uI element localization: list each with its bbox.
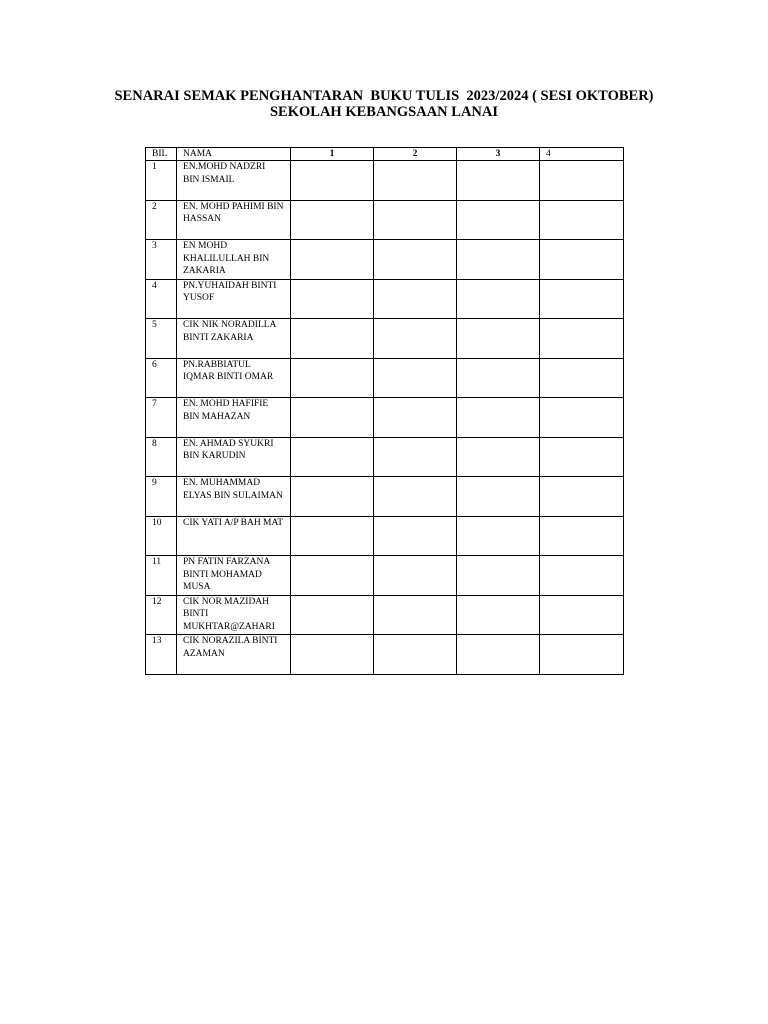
header-col-4: 4 <box>540 148 624 161</box>
header-col-1: 1 <box>291 148 374 161</box>
row-bil: 1 <box>146 161 177 201</box>
row-bil: 9 <box>146 477 177 517</box>
table-row <box>146 437 624 477</box>
check-cell-3[interactable] <box>457 635 540 675</box>
check-cell-2[interactable] <box>374 437 457 477</box>
check-cell-4[interactable] <box>540 398 624 438</box>
check-cell-1[interactable] <box>291 437 374 477</box>
header-col-2: 2 <box>374 148 457 161</box>
table-row <box>146 398 624 438</box>
row-nama: PN FATIN FARZANA BINTI MOHAMAD MUSA <box>177 556 291 596</box>
document-title <box>0 88 768 120</box>
table-row <box>146 635 624 675</box>
row-bil: 3 <box>146 240 177 280</box>
check-cell-2[interactable] <box>374 635 457 675</box>
row-bil: 13 <box>146 635 177 675</box>
check-cell-3[interactable] <box>457 398 540 438</box>
row-nama: EN MOHD KHALILULLAH BIN ZAKARIA <box>177 240 291 280</box>
table-row <box>146 240 624 280</box>
check-cell-1[interactable] <box>291 477 374 517</box>
check-cell-4[interactable] <box>540 635 624 675</box>
row-bil: 7 <box>146 398 177 438</box>
table-row <box>146 200 624 240</box>
check-cell-2[interactable] <box>374 398 457 438</box>
row-nama: EN. MUHAMMAD ELYAS BIN SULAIMAN <box>177 477 291 517</box>
checklist-table <box>145 147 624 675</box>
row-bil: 2 <box>146 200 177 240</box>
check-cell-3[interactable] <box>457 437 540 477</box>
check-cell-2[interactable] <box>374 358 457 398</box>
table-row <box>146 595 624 635</box>
row-bil: 11 <box>146 556 177 596</box>
check-cell-4[interactable] <box>540 595 624 635</box>
check-cell-2[interactable] <box>374 556 457 596</box>
table-row <box>146 358 624 398</box>
check-cell-2[interactable] <box>374 279 457 319</box>
row-nama: PN.RABBIATUL IQMAR BINTI OMAR <box>177 358 291 398</box>
check-cell-2[interactable] <box>374 319 457 359</box>
row-bil: 8 <box>146 437 177 477</box>
check-cell-3[interactable] <box>457 200 540 240</box>
row-bil: 10 <box>146 516 177 556</box>
check-cell-2[interactable] <box>374 161 457 201</box>
check-cell-3[interactable] <box>457 279 540 319</box>
check-cell-4[interactable] <box>540 437 624 477</box>
check-cell-3[interactable] <box>457 358 540 398</box>
table-row <box>146 279 624 319</box>
table-row <box>146 477 624 517</box>
check-cell-3[interactable] <box>457 556 540 596</box>
check-cell-3[interactable] <box>457 477 540 517</box>
check-cell-1[interactable] <box>291 240 374 280</box>
check-cell-2[interactable] <box>374 595 457 635</box>
row-bil: 5 <box>146 319 177 359</box>
check-cell-1[interactable] <box>291 200 374 240</box>
row-nama: EN. MOHD PAHIMI BIN HASSAN <box>177 200 291 240</box>
check-cell-1[interactable] <box>291 635 374 675</box>
check-cell-1[interactable] <box>291 319 374 359</box>
check-cell-2[interactable] <box>374 516 457 556</box>
check-cell-4[interactable] <box>540 200 624 240</box>
table-row <box>146 161 624 201</box>
check-cell-4[interactable] <box>540 358 624 398</box>
row-nama: CIK NOR MAZIDAH BINTI MUKHTAR@ZAHARI <box>177 595 291 635</box>
check-cell-3[interactable] <box>457 516 540 556</box>
title-line-1: SENARAI SEMAK PENGHANTARAN BUKU TULIS 2023/2024 ( SESI OKTOBER) <box>114 88 654 104</box>
check-cell-3[interactable] <box>457 240 540 280</box>
check-cell-4[interactable] <box>540 240 624 280</box>
check-cell-4[interactable] <box>540 319 624 359</box>
title-line-2: SEKOLAH KEBANGSAAN LANAI <box>269 104 498 120</box>
check-cell-1[interactable] <box>291 161 374 201</box>
check-cell-4[interactable] <box>540 556 624 596</box>
check-cell-1[interactable] <box>291 595 374 635</box>
check-cell-1[interactable] <box>291 279 374 319</box>
check-cell-2[interactable] <box>374 240 457 280</box>
check-cell-1[interactable] <box>291 398 374 438</box>
check-cell-4[interactable] <box>540 161 624 201</box>
check-cell-2[interactable] <box>374 477 457 517</box>
check-cell-2[interactable] <box>374 200 457 240</box>
row-nama: EN.MOHD NADZRI BIN ISMAIL <box>177 161 291 201</box>
check-cell-1[interactable] <box>291 358 374 398</box>
header-col-3: 3 <box>457 148 540 161</box>
table-row <box>146 556 624 596</box>
row-bil: 12 <box>146 595 177 635</box>
table-row <box>146 516 624 556</box>
row-nama: CIK NIK NORADILLA BINTI ZAKARIA <box>177 319 291 359</box>
header-nama: NAMA <box>177 148 291 161</box>
table-body <box>146 161 624 675</box>
row-nama: CIK YATI A/P BAH MAT <box>177 516 291 556</box>
check-cell-3[interactable] <box>457 161 540 201</box>
check-cell-3[interactable] <box>457 319 540 359</box>
header-row <box>146 148 624 161</box>
row-bil: 4 <box>146 279 177 319</box>
row-nama: PN.YUHAIDAH BINTI YUSOF <box>177 279 291 319</box>
check-cell-4[interactable] <box>540 477 624 517</box>
row-nama: EN. AHMAD SYUKRI BIN KARUDIN <box>177 437 291 477</box>
row-nama: EN. MOHD HAFIFIE BIN MAHAZAN <box>177 398 291 438</box>
check-cell-4[interactable] <box>540 279 624 319</box>
check-cell-3[interactable] <box>457 595 540 635</box>
check-cell-4[interactable] <box>540 516 624 556</box>
header-bil: BIL <box>146 148 177 161</box>
check-cell-1[interactable] <box>291 516 374 556</box>
table-row <box>146 319 624 359</box>
row-bil: 6 <box>146 358 177 398</box>
check-cell-1[interactable] <box>291 556 374 596</box>
row-nama: CIK NORAZILA BINTI AZAMAN <box>177 635 291 675</box>
